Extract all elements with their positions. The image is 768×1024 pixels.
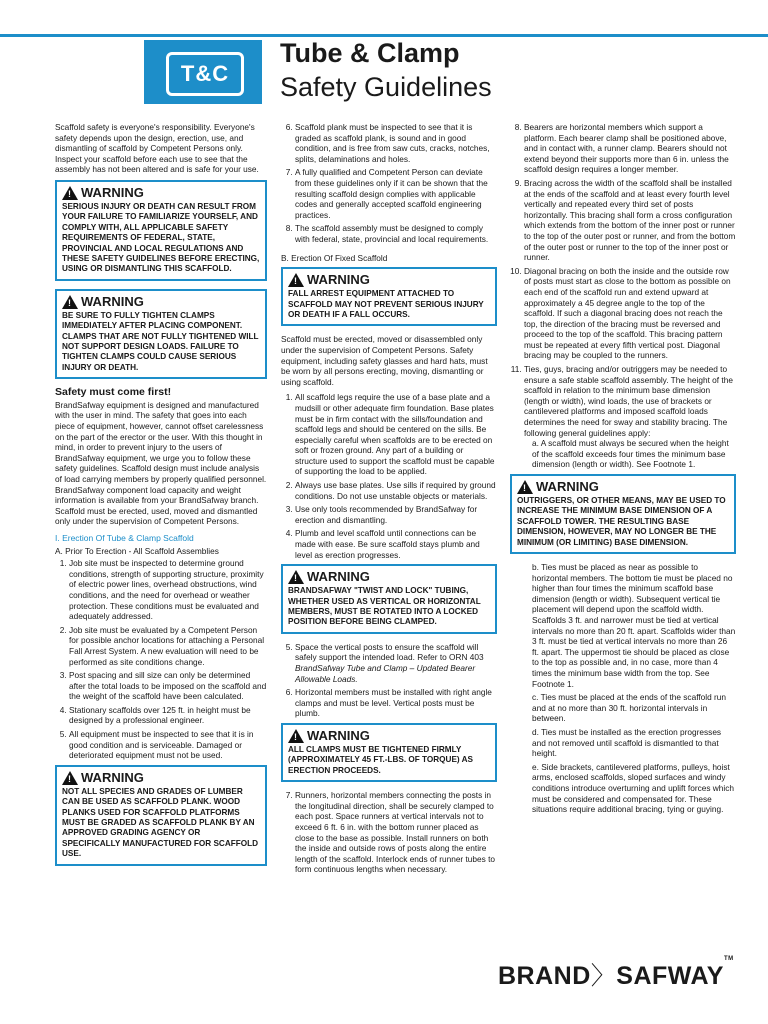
chevron-icon: 〉: [590, 962, 617, 990]
warning-text: SERIOUS INJURY OR DEATH CAN RESULT FROM YOUR FAILURE TO FAMILIARIZE YOURSELF, AND COMPLY WITH, ALL APPLICABLE SAFETY REQUIREMENTS OF FEDERAL, STATE, PROVINCIAL AND LOCAL REGULATIONS AND THESE SAFETY GUIDELINES BEFORE ERECTING, USING OR DISMANTLING THIS SCAFFOLD.: [62, 201, 260, 274]
list-item: 6. Scaffold plank must be inspected to see that it is graded as scaffold plank, is sound and in good condition, and is free from saw cuts, cracks, notches, splits, delaminations and holes.: [295, 122, 497, 164]
warning-icon: !: [62, 295, 78, 309]
list-item: 7. A fully qualified and Competent Person can deviate from these guidelines only if it can be shown that the resulting scaffold design complies with applicable codes and generally accepted scaffold engineering practices.: [295, 167, 497, 220]
warning-label: WARNING: [307, 569, 370, 585]
warning-icon: !: [288, 273, 304, 287]
title-line1: Tube & Clamp: [280, 38, 460, 68]
sub-item-text: Ties must be placed at the ends of the scaffold run and at no more than 30 ft. horizontal intervals in between.: [532, 692, 727, 724]
sub-item-d: d. Ties must be installed as the erection progresses and not removed until scaffold is dismantled to that height.: [532, 726, 722, 759]
warning-box-4: [281, 267, 497, 326]
list-b: [281, 392, 497, 560]
warning-text: FALL ARREST EQUIPMENT ATTACHED TO SCAFFOLD MAY NOT PREVENT SERIOUS INJURY OR DEATH IF A FALL OCCURS.: [288, 289, 484, 319]
column-3: [510, 122, 736, 818]
brand-part1: BRAND: [498, 962, 591, 990]
warning-box-7: [510, 474, 736, 554]
warning-label: WARNING: [81, 293, 144, 309]
list-item: 3. Use only tools recommended by BrandSafway for erection and dismantling.: [295, 504, 497, 525]
logo-box: [144, 40, 262, 104]
warning-text: BE SURE TO FULLY TIGHTEN CLAMPS IMMEDIATELY AFTER PLACING COMPONENT. CLAMPS THAT ARE NOT FULLY TIGHTENED WILL NOT SUPPORT DESIGN LOADS. FAILURE TO TIGHTEN CLAMPS COULD CAUSE SERIOUS INJURY OR DEATH.: [62, 310, 259, 372]
warning-icon: !: [517, 480, 533, 494]
warning-box-3: [55, 765, 267, 866]
list-b2: [281, 642, 497, 719]
warning-label: WARNING: [536, 479, 599, 494]
list-item: 7. Runners, horizontal members connecting the posts in the longitudinal direction, shall be securely clamped to each post. Space runners at vertical intervals not to exceed 6 ft. 6 in. with the bottom runner placed as close to the base as possible. Install runners on both the inside and outside rows of posts along the entire length of the scaffold. Interlock ends of runner tubes to form continuous lengths when necessary.: [295, 790, 497, 875]
header-rule: [0, 34, 768, 37]
column-2: [281, 122, 497, 878]
warning-label: WARNING: [307, 728, 370, 743]
sub-item-text: A scaffold must always be secured when the height of the scaffold exceeds four times the minimum base dimension (length or width). See Footnote 1.: [532, 438, 729, 470]
sub-item-e: e. Side brackets, cantilevered platforms, pulleys, hoist arms, enclosed scaffolds, sloped surfaces and windy conditions introduce overturning and uplift forces which must be considered and compensated for. These situations require additional bracing, tying or guying.: [532, 761, 735, 815]
list-item: 8. Bearers are horizontal members which support a platform. Each bearer clamp shall be positioned above, and in contact with, a runner clamp. Bearers should not extend beyond their supports more than 6 in. unless the scaffold design requires a longer member.: [524, 122, 736, 175]
safety-text: BrandSafway equipment is designed and manufactured with the user in mind. The safety that goes into each piece of equipment, however, cannot offset carelessness on the part of the erector or the user. With this thought in mind, in order to prevent injury to the users of BrandSafway equipment, we urge you to follow these safety guidelines. Scaffold design must include analysis of load carrying members by properly qualified personnel. BrandSafway component load capacity and weight information is available from your BrandSafway branch. Scaffold must be erected, used, moved and dismantled only under the supervision of Competent Persons.: [55, 399, 267, 527]
warning-box-1: [55, 180, 267, 281]
list-item: 1. Job site must be inspected to determine ground conditions, strength of supporting structure, proximity of electric power lines, overhead obstructions, wind conditions, and the need for overhead or weather protection. These conditions must be evaluated and adequately addressed.: [69, 558, 267, 622]
warning-text: OUTRIGGERS, OR OTHER MEANS, MAY BE USED TO INCREASE THE MINIMUM BASE DIMENSION OF A SCAFFOLD TOWER. THE RESULTING BASE DIMENSION, HOWEVER, MAY NO LONGER BE THE MINIMUM (OR LIMITING) BASE DIMENSION.: [517, 496, 726, 547]
list-b4: [510, 122, 736, 470]
list-item: 2. Job site must be evaluated by a Competent Person for possible anchor locations for attaching a Personal Fall Arrest System. A new evaluation will need to be performed as site conditions change.: [69, 625, 267, 667]
warning-box-5: [281, 564, 497, 634]
list-item: 6. Horizontal members must be installed with right angle clamps and must be level. Vertical posts must be plumb.: [295, 687, 497, 719]
item-text: Space the vertical posts to ensure the scaffold will safely support the intended load. Refer to ORN 403: [295, 641, 484, 663]
safety-heading: Safety must come first!: [55, 386, 172, 399]
brand-part2: SAFWAY: [616, 962, 724, 990]
warning-text: NOT ALL SPECIES AND GRADES OF LUMBER CAN BE USED AS SCAFFOLD PLANK. WOOD PLANKS USED FOR SCAFFOLD PLATFORMS MUST BE GRADED AS SCAFFOLD PLANK BY AN APPROVED GRADING AGENCY OR SPECIFICALLY MANUFACTURED FOR SCAFFOLD USE.: [62, 786, 259, 859]
brandsafway-logo: [498, 956, 734, 992]
sub-item-text: Side brackets, cantilevered platforms, pulleys, hoist arms, enclosed scaffolds, sloped surfaces and windy conditions introduce overturning and uplift forces which must be considered and compensated for. These situations require additional bracing, tying or guying.: [532, 761, 735, 815]
list-item: 2. Always use base plates. Use sills if required by ground conditions. Do not use unstable objects or materials.: [295, 480, 497, 501]
list-item: [295, 642, 497, 684]
intro-text: Scaffold safety is everyone's responsibility. Everyone's safety depends upon the design, erection, use, and dismantling of scaffold by Competent Persons only. Inspect your scaffold before each use to see that the assembly has not been altered and is safe for your use.: [55, 122, 259, 175]
warning-icon: !: [288, 729, 304, 743]
list-item: 4. Stationary scaffolds over 125 ft. in height must be designed by a professional engineer.: [69, 705, 267, 726]
column-1: [55, 122, 267, 874]
sub-item-text: Ties must be placed as near as possible to horizontal members. The bottom tie must be placed no higher than four times the minimum scaffold base dimension (length or width). Subsequent vertical tie placement will depend upon the scaffold width. Scaffolds 3 ft. and narrower must be tied at vertical intervals no more than 20 ft. apart. Scaffolds wider than 3 ft. must be tied at vertical intervals no more than 26 ft. apart. The uppermost tie should be placed as close to the top as possible and, in no case, more than 4 times the minimum base width from the top. See Footnote 1.: [532, 562, 736, 689]
warning-icon: !: [62, 771, 78, 785]
section-b-intro: Scaffold must be erected, moved or disassembled only under the supervision of Competent Persons. Safety equipment, including safety glasses and hard hats, must be worn by all persons erecting, moving, dismantling or using scaffold.: [281, 334, 488, 387]
warning-text: BRANDSAFWAY "TWIST AND LOCK" TUBING, WHETHER USED AS VERTICAL OR HORIZONTAL MEMBERS, MUST BE ROTATED INTO A LOCKED POSITION BEFORE BEING CLAMPED.: [288, 586, 481, 627]
list-item: 4. Plumb and level scaffold until connections can be made with ease. Be sure scaffold stays plumb and level as erection progresses.: [295, 528, 497, 560]
list-item: 10. Diagonal bracing on both the inside and the outside row of posts must start as close to the bottom as possible on each end of the scaffold run and extend upward at approximately a 45 degree angle to the top of the scaffold. If such a diagonal bracing does not reach the top, the direction of the bracing must be reversed and proceed to the top of the scaffold. This bracing pattern must be repeated at every fifth vertical post. Diagonal bracing may be coupled to the runners.: [524, 266, 736, 361]
item-ref: BrandSafway Tube and Clamp – Updated Bearer Allowable Loads.: [295, 663, 476, 684]
list-item: 8. The scaffold assembly must be designed to comply with federal, state, provincial and local requirements.: [295, 223, 497, 244]
list-item: [524, 364, 736, 470]
sub-item-b: b. Ties must be placed as near as possible to horizontal members. The bottom tie must be placed no higher than four times the minimum scaffold base dimension (length or width). Subsequent vertical tie placement will depend upon the scaffold width. Scaffolds 3 ft. and narrower must be tied at vertical intervals no more than 20 ft. apart. Scaffolds wider than 3 ft. must be tied at vertical intervals no more than 26 ft. apart. The uppermost tie should be placed as close to the top as possible and, in no case, more than 4 times the minimum base width from the top. See Footnote 1.: [532, 562, 736, 689]
sub-item-a: a. A scaffold must always be secured when the height of the scaffold exceeds four times the minimum base dimension (length or width). See Footnote 1.: [532, 438, 729, 470]
list-a2: [281, 122, 497, 245]
warning-label: WARNING: [81, 184, 144, 200]
item-text: Ties, guys, bracing and/or outriggers may be needed to ensure a safe stable scaffold assembly. The height of the scaffold in relation to the minimum base dimension (length or width), wind loads, the use of brackets or cantilevered platforms and imposed scaffold loads determines the need for sway and stability bracing. The following general guidelines apply:: [524, 364, 733, 438]
sub-item-c: c. Ties must be placed at the ends of the scaffold run and at no more than 30 ft. horizontal intervals in between.: [532, 692, 727, 724]
warning-box-2: [55, 289, 267, 379]
sub-item-text: Ties must be installed as the erection progresses and not removed until scaffold is dismantled to that height.: [532, 726, 722, 759]
list-item: 1. All scaffold legs require the use of a base plate and a mudsill or other adequate firm foundation. Base plates must be in firm contact with the sills/foundation and scaffold legs and should be centered on the sills. Be especially careful when scaffolds are to be erected on soft or frozen ground. Any part of a building or structure used to support the scaffold must be capable of supporting the load to be applied.: [295, 392, 497, 477]
list-item: 3. Post spacing and sill size can only be determined after the total loads to be imposed on the scaffold and the weight of the scaffold have been calculated.: [69, 670, 267, 702]
section-a-heading: A. Prior To Erection - All Scaffold Assemblies: [55, 545, 219, 556]
list-b3: [281, 790, 497, 875]
warning-text: ALL CLAMPS MUST BE TIGHTENED FIRMLY (APPROXIMATELY 45 FT.-LBS. OF TORQUE) AS ERECTION PROCEEDS.: [288, 745, 473, 775]
warning-icon: !: [62, 186, 78, 200]
list-a: [55, 558, 267, 761]
title-line2: Safety Guidelines: [280, 72, 492, 102]
tc-logo: T&C: [166, 52, 244, 96]
warning-icon: !: [288, 570, 304, 584]
list-item: 9. Bracing across the width of the scaffold shall be installed at the ends of the scaffold and at least every fourth level vertically and repeated every third set of posts horizontally. This bracing shall form a cross configuration which extends from the bottom of the inner post or runner to the top of the outer post or runner, and from the bottom of the outer post or runner to the top of the inner post or runner.: [524, 178, 736, 263]
warning-box-6: [281, 723, 497, 782]
warning-label: WARNING: [307, 272, 370, 288]
section-b-heading: B. Erection Of Fixed Scaffold: [281, 252, 388, 263]
section-1-heading: I. Erection Of Tube & Clamp Scaffold: [55, 532, 194, 543]
list-item: 5. All equipment must be inspected to see that it is in good condition and is serviceable. Damaged or deteriorated equipment must not be used.: [69, 729, 267, 761]
warning-label: WARNING: [81, 769, 144, 785]
trademark: TM: [723, 956, 734, 962]
